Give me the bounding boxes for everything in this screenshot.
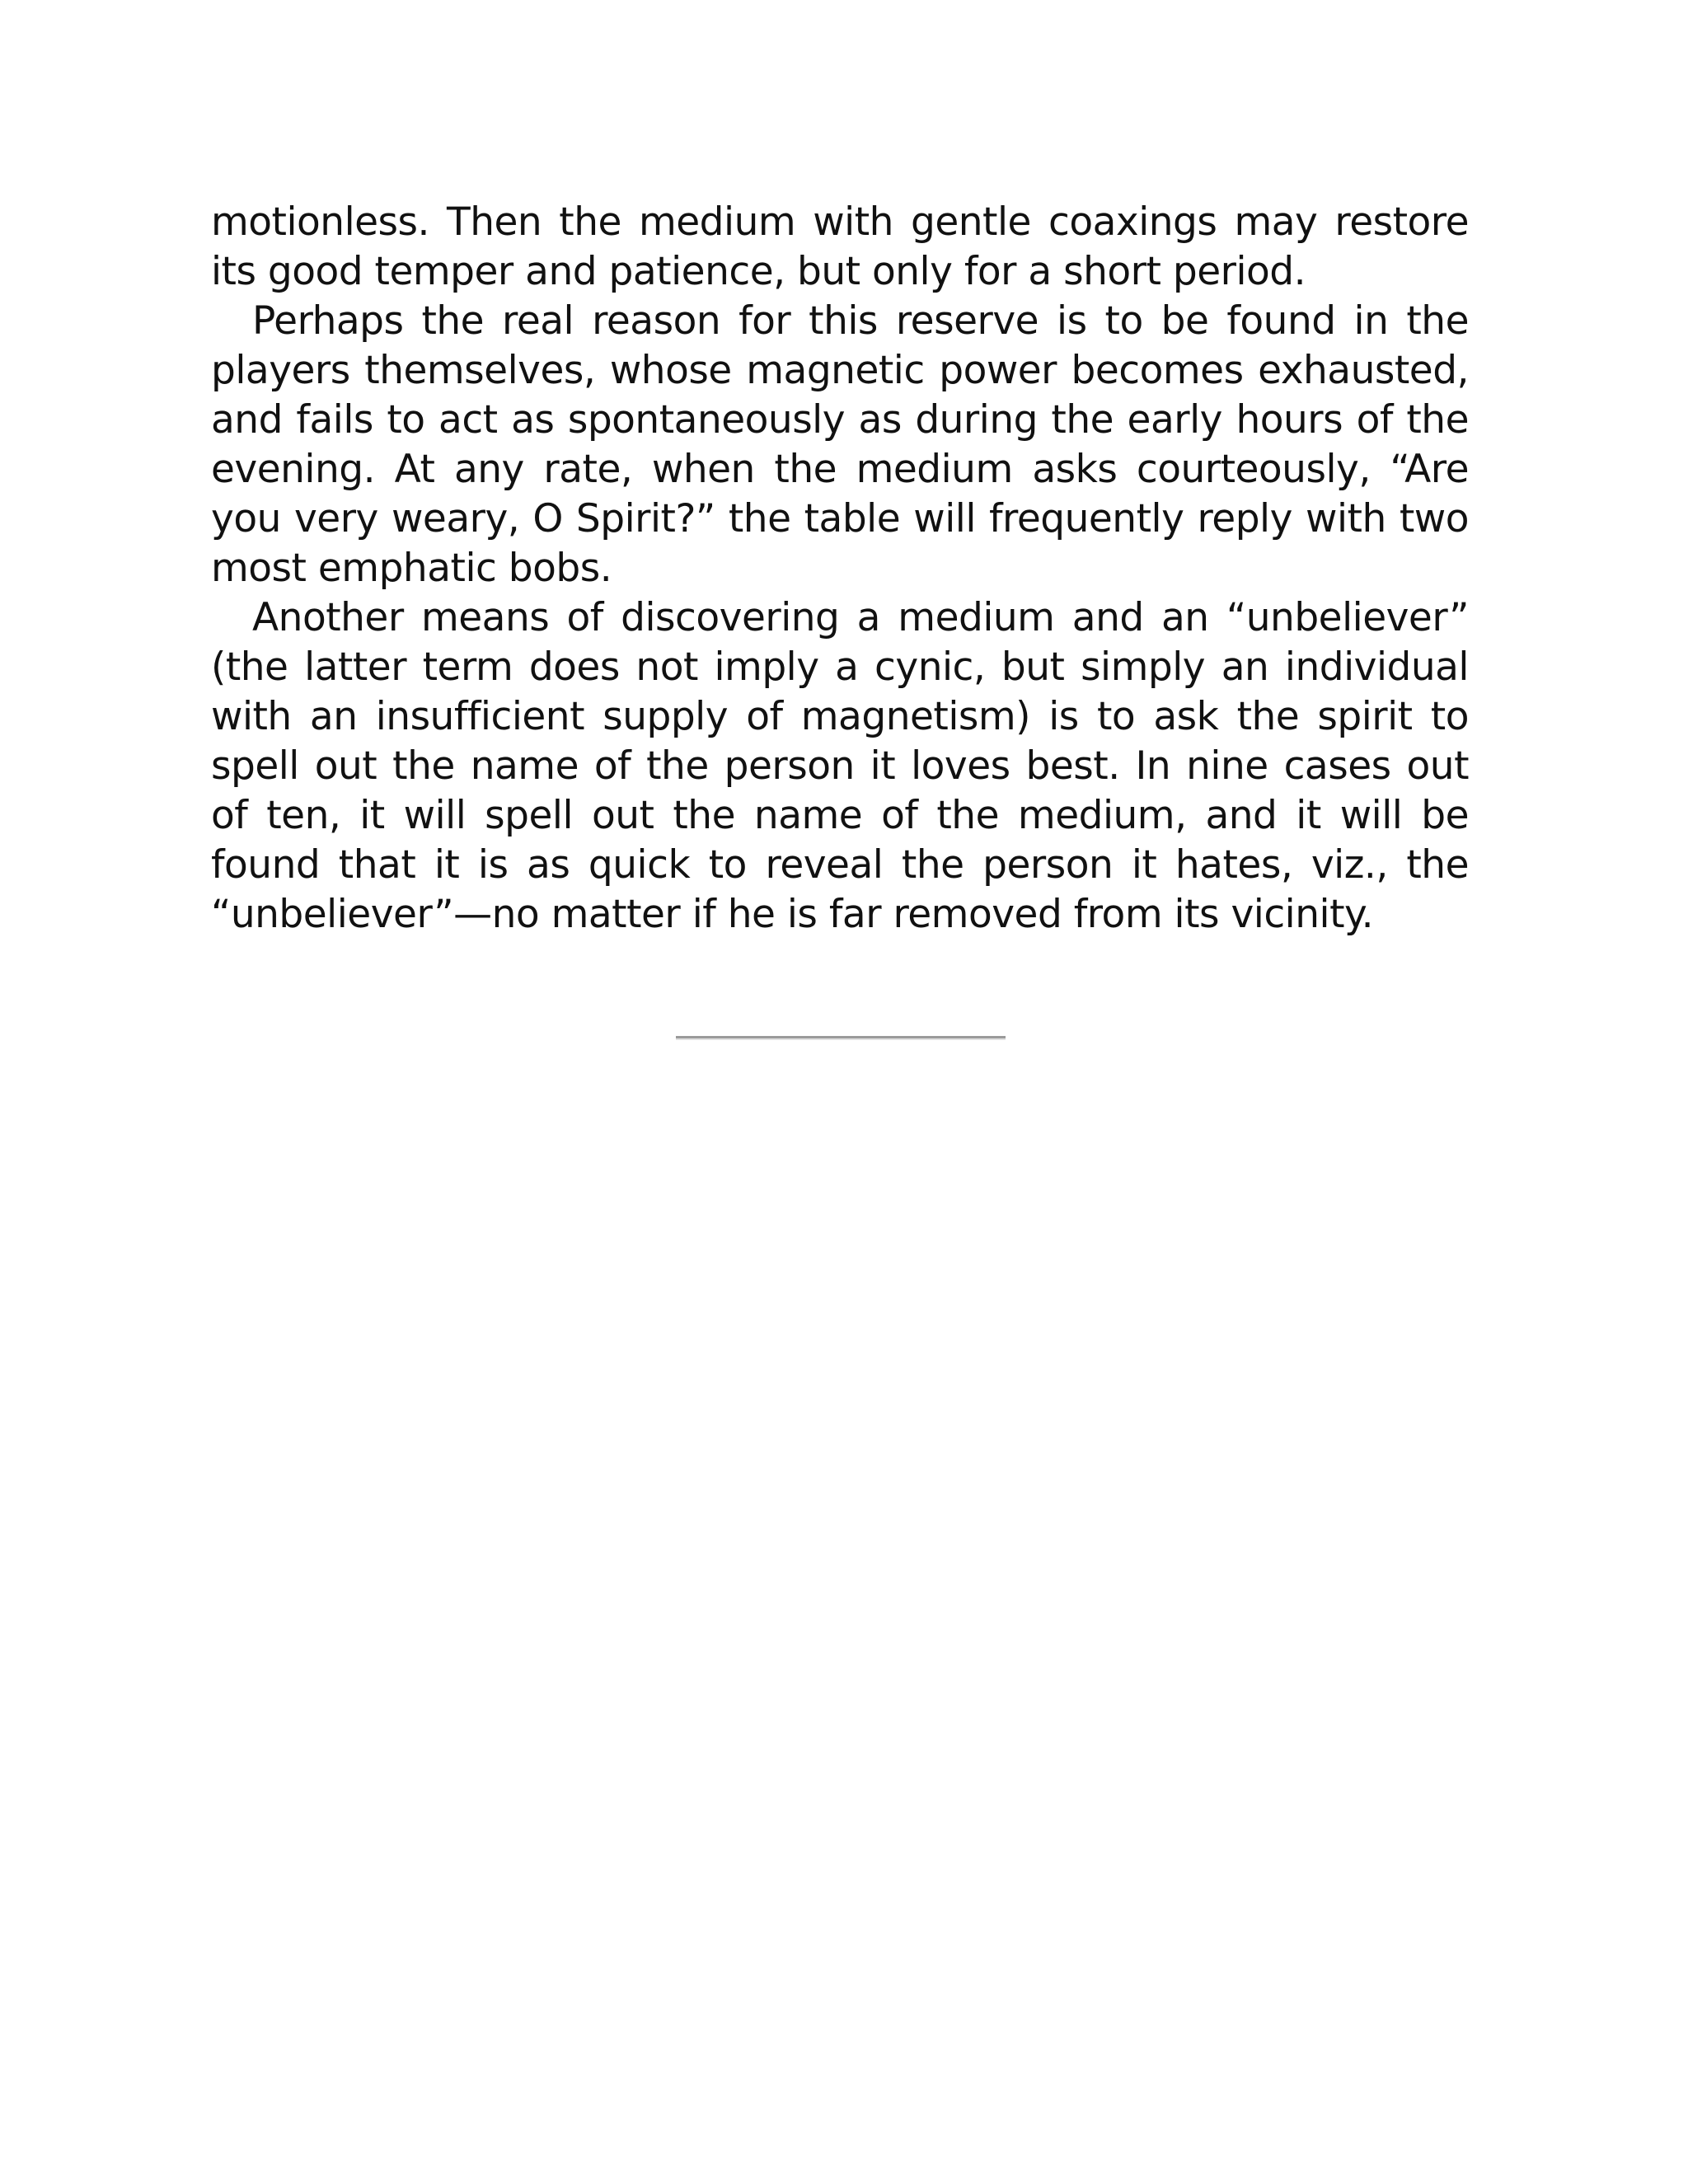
paragraph-continuation: motionless. Then the medium with gentle coaxings may restore its good temper and patience, but only for a short period. [211,199,1469,294]
section-divider [676,1036,1006,1040]
body-text [211,198,1469,940]
paragraph-unbeliever: Another means of discovering a medium and an “unbeliever” (the latter term does not imply a cynic, but simply an individual with an insufficient supply of magnetism) is to ask the spirit to spell out the name of the person it loves best. In nine cases out of ten, it will spell out the name of the medium, and it will be found that it is as quick to reveal the person it hates, viz., the “unbeliever”—no matter if he is far removed from its vicinity. [211,595,1469,937]
paragraph-reserve-reason: Perhaps the real reason for this reserve is to be found in the players themselves, whose magnetic power becomes exhausted, and fails to act as spontaneously as during the early hours of the evening. At any rate, when the medium asks courteously, “Are you very weary, O Spirit?” the table will frequently reply with two most emphatic bobs. [211,298,1469,591]
